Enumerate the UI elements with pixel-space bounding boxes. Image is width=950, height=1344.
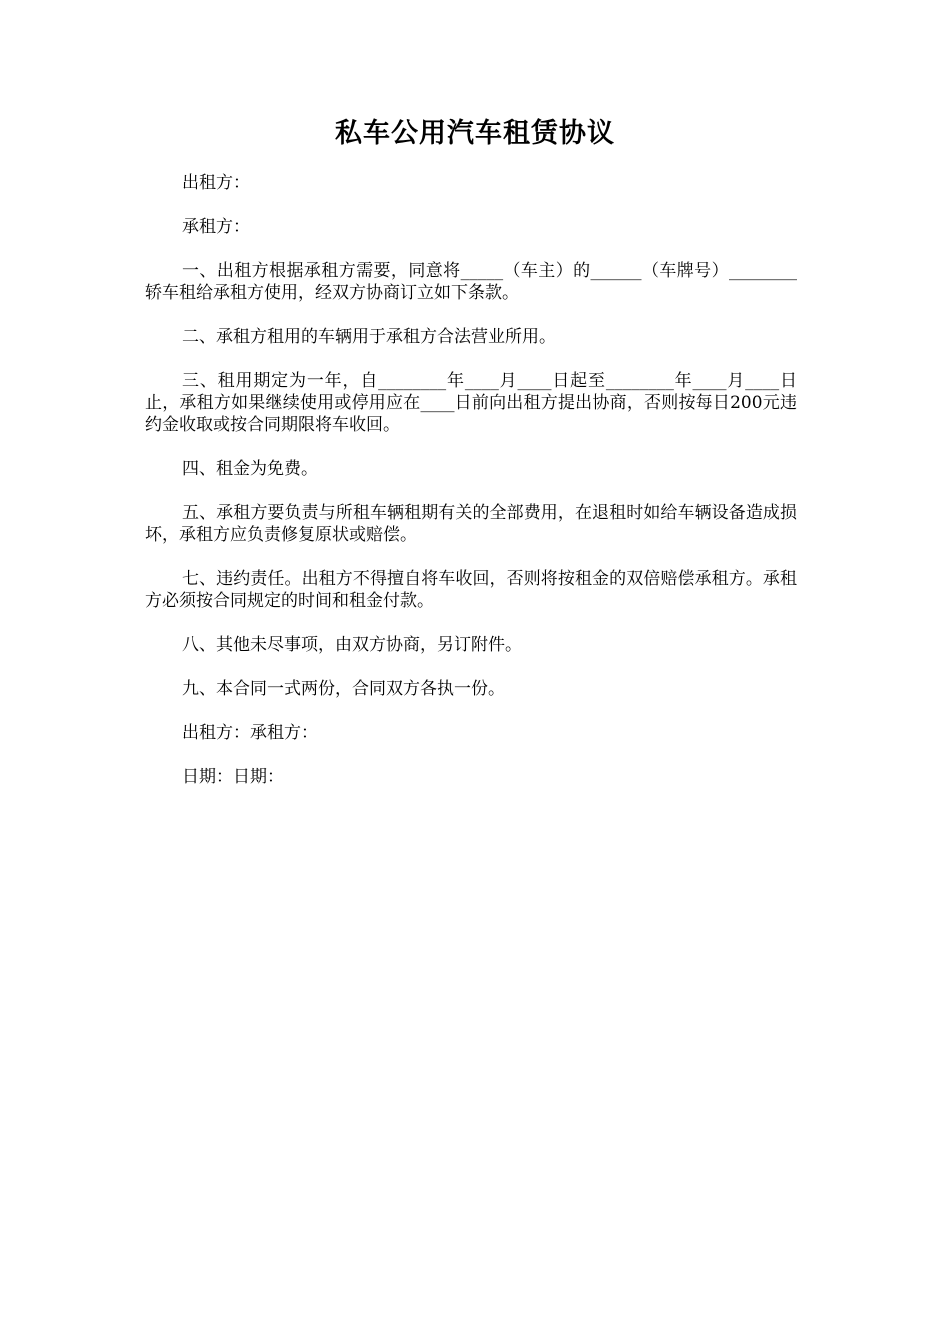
document-body xyxy=(145,172,797,810)
clause-9: 九、本合同一式两份，合同双方各执一份。 xyxy=(182,679,505,699)
date-line: 日期：日期： xyxy=(182,767,284,787)
signature-line: 出租方：承租方： xyxy=(182,723,318,743)
lessee-line: 承租方： xyxy=(182,217,250,237)
document-title: 私车公用汽车租赁协议 xyxy=(335,118,615,149)
clause-5: 五、承租方要负责与所租车辆租期有关的全部费用，在退租时如给车辆设备造成损坏，承租方应负责修复原状或赔偿。 xyxy=(145,503,797,545)
clause-3: 三、租用期定为一年，自________年____月____日起至________年____月____日止，承租方如果继续使用或停用应在____日前向出租方提出协商，否则按每日200元违约金收取或按合同期限将车收回。 xyxy=(145,371,797,435)
clause-2: 二、承租方租用的车辆用于承租方合法营业所用。 xyxy=(182,327,556,347)
clause-7: 七、违约责任。出租方不得擅自将车收回，否则将按租金的双倍赔偿承租方。承租方必须按合同规定的时间和租金付款。 xyxy=(145,569,797,611)
clause-4: 四、租金为免费。 xyxy=(182,459,318,479)
clause-1: 一、出租方根据承租方需要，同意将_____（车主）的______（车牌号）________轿车租给承租方使用，经双方协商订立如下条款。 xyxy=(145,261,797,303)
lessor-line: 出租方： xyxy=(182,173,250,193)
clause-8: 八、其他未尽事项，由双方协商，另订附件。 xyxy=(182,635,522,655)
